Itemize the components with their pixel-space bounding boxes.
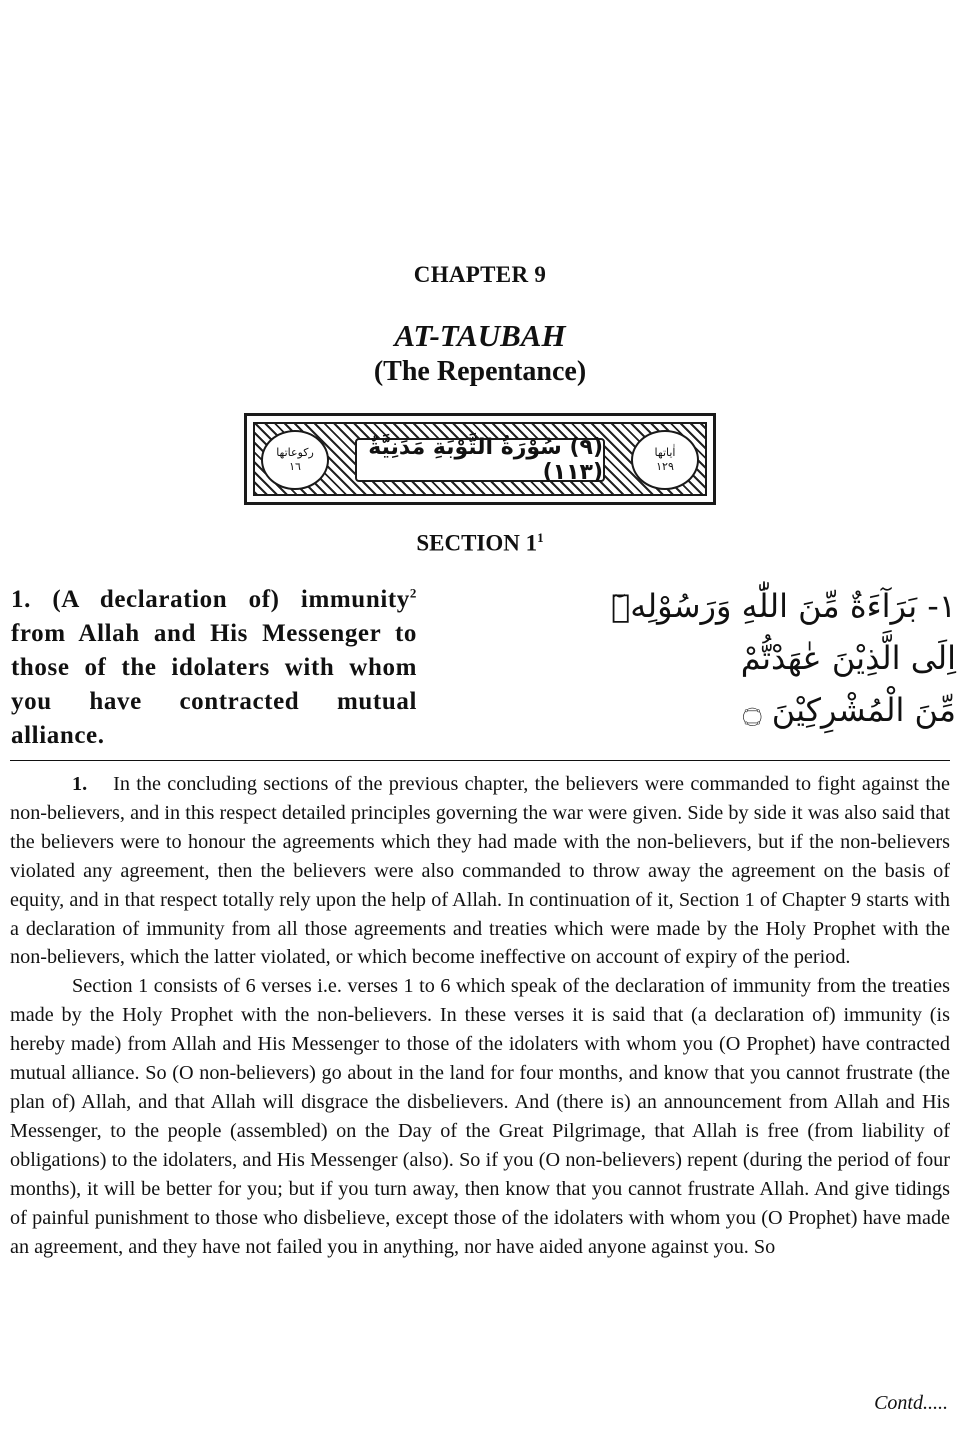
surah-name-arabic: (٩) سُوْرَةُ التَّوْبَةِ مَدَنِيَّةٌ (١١٣) [355,438,605,482]
commentary-paragraph: Section 1 consists of 6 verses i.e. verses 1 to 6 which speak of the declaration of immunity from the treaties made by the Holy Prophet with the non-believers. In these verses it is said that (a declaration of) immunity (is hereby made) from Allah and His Messenger to those of the idolaters with whom you (O Prophet) have contracted mutual alliance. So (O non-believers) go about in the land for four months, and know that you cannot frustrate (the plan of) Allah, and that Allah will disgrace the disbelievers. And (there is) an announcement from Allah and His Messenger, to the people (assembled) on the Day of the Great Pilgrimage, that Allah is free (from liability of obligations) to the idolaters, and His Messenger (also). So if you (O non-believers) repent (during the period of four months), it will be better for you; but if you turn away, then know that you cannot frustrate Allah. And give tidings of painful punishment to those who disbelieve, except those of the idolaters with whom you (O Prophet) have made an agreement, and they have not failed you in anything, nor have aided anyone against you. So [10,975,950,1258]
verse-footnote-marker: 2 [409,585,417,601]
commentary-paragraph [10,770,950,972]
arabic-line: مِّنَ الْمُشْرِكِيْنَ ۝ [742,691,956,729]
surah-banner [244,413,716,505]
medallion-value: ١٢٩ [656,460,674,473]
verse-text-start: (A declaration of) immunity [52,586,410,613]
section-heading [0,530,960,557]
medallion-label: رکوعاتها [276,446,314,459]
verse-number: 1. [11,586,31,613]
verse-translation [11,583,417,753]
medallion-value: ١٦ [289,460,301,473]
chapter-heading: CHAPTER 9 [413,262,547,287]
ayat-count-medallion [631,430,699,490]
note-text: In the concluding sections of the previous chapter, the believers were commanded to fight against the non-believers, and in this respect detailed principles governing the war were given. Side by side it was also said that the believers were to honour the agreements which they had made with the non-believers, but if the non-believers violated any agreement, then the believers were also commanded to throw away the agreement on the basis of equity, and in that respect totally rely upon the help of Allah. In continuation of it, Section 1 of Chapter 9 starts with a declaration of immunity from all those agreements and treaties which were made by the Holy Prophet with the non-believers, which the latter violated, or which become ineffective on account of expiry of the period. [10,773,950,969]
section-footnote-marker: 1 [537,530,544,545]
note-number: 1. [72,773,88,795]
footnote-commentary [10,770,950,1261]
ruku-count-medallion [261,430,329,490]
divider-rule [10,760,950,761]
section-label: SECTION 1 [416,530,538,556]
medallion-label: اٰیاتها [654,446,676,459]
chapter-subtitle: (The Repentance) [373,356,587,387]
arabic-line: ١- بَرَآءَةٌ مِّنَ اللّٰهِ وَرَسُوْلِهٖٓ [611,587,956,625]
chapter-title: AT-TAUBAH [394,318,566,353]
verse-arabic [600,580,956,736]
arabic-line: اِلَى الَّذِيْنَ عٰهَدْتُّمْ [740,639,956,677]
continued-marker: Contd..... [874,1392,948,1414]
verse-text-end: from Allah and His Messenger to those of the idolaters with whom you have contracted mutual alliance. [11,620,417,749]
